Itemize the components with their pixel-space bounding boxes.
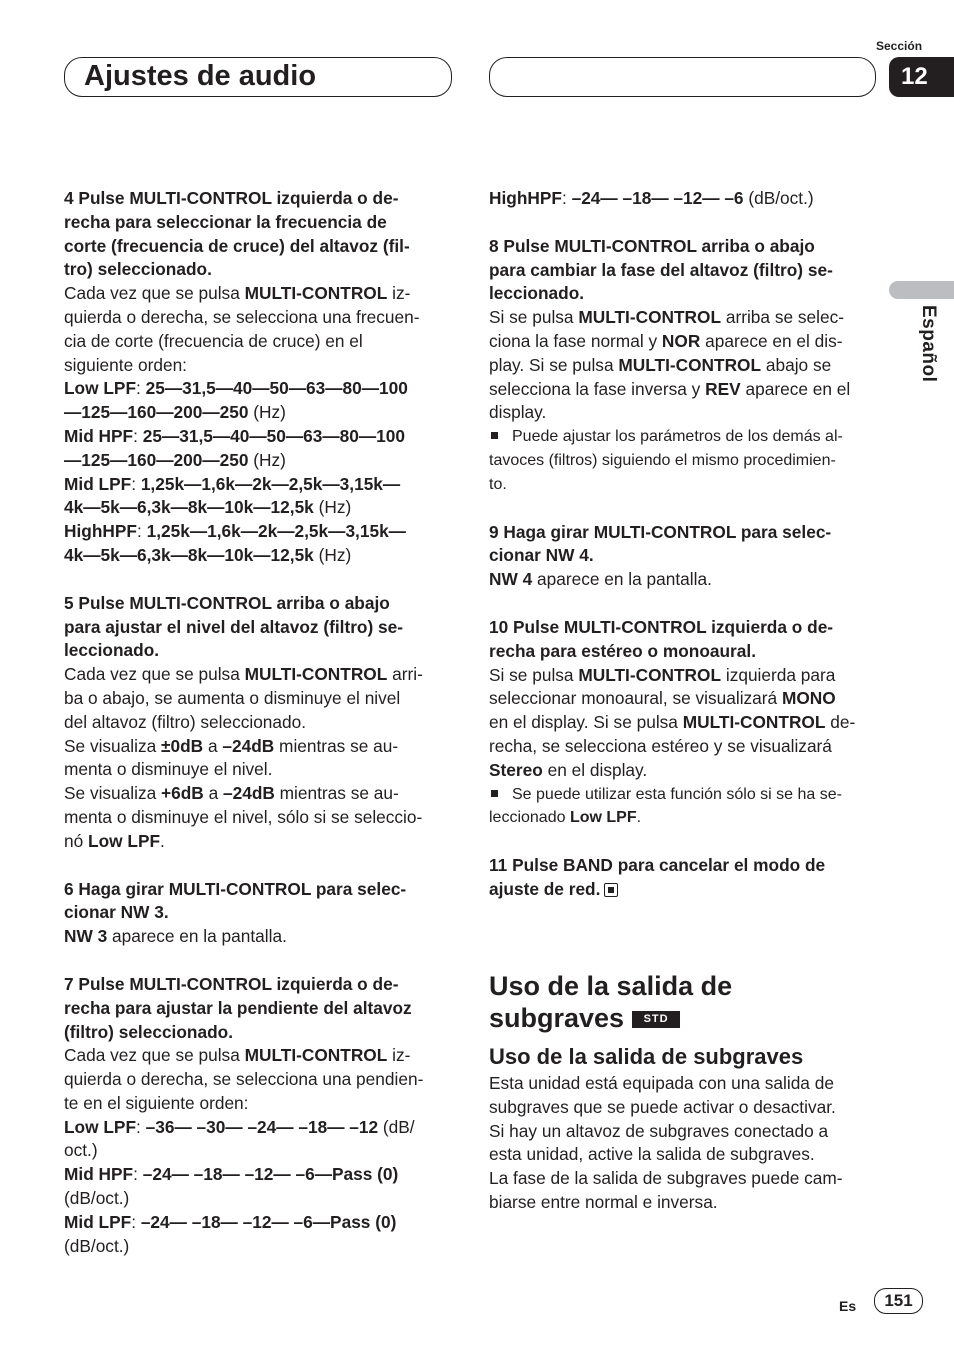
step-11-heading: 11 Pulse BAND para cancelar el modo de ajuste de red.	[489, 855, 826, 899]
bullet-square-icon	[491, 432, 498, 439]
step-9-body: NW 4 aparece en la pantalla.	[489, 569, 712, 590]
subwoofer-section	[489, 970, 889, 1215]
bullet-square-icon	[491, 790, 498, 797]
freq-mid-lpf: Mid LPF: 1,25k—1,6k—2k—2,5k—3,15k— 4k—5k—6,3k—8k—10k—12,5k (Hz)	[64, 473, 401, 518]
step-9-heading: 9 Haga girar MULTI-CONTROL para selec- cionar NW 4.	[489, 521, 832, 566]
section-number-badge: 12	[889, 57, 954, 97]
end-mark-icon	[604, 883, 618, 897]
section-paragraph-2: Si hay un altavoz de subgraves conectado a esta unidad, active la salida de subgraves.	[489, 1120, 829, 1165]
step-7-body: Cada vez que se pulsa MULTI-CONTROL iz- quierda o derecha, se selecciona una pendien- te en el siguiente orden:	[64, 1045, 424, 1113]
section-label: Sección	[876, 39, 923, 53]
step-5-range-2: Se visualiza +6dB a –24dB mientras se au- menta o disminuye el nivel, sólo si se seleccio- nó Low LPF.	[64, 783, 423, 851]
step-8-heading: 8 Pulse MULTI-CONTROL arriba o abajo para cambiar la fase del altavoz (filtro) se- leccionado.	[489, 235, 833, 304]
step-5-heading: 5 Pulse MULTI-CONTROL arriba o abajo para ajustar el nivel del altavoz (filtro) se- leccionado.	[64, 592, 404, 661]
step-10-note: Se puede utilizar esta función sólo si se ha se- leccionado Low LPF.	[489, 785, 842, 827]
section-paragraph-1: Esta unidad está equipada con una salida de subgraves que se puede activar o desactivar.	[489, 1073, 836, 1117]
step-8-body: Si se pulsa MULTI-CONTROL arriba se selec- ciona la fase normal y NOR aparece en el dis- play. Si se pulsa MULTI-CONTROL abajo se selecciona la fase inversa y REV aparece en el display.	[489, 307, 851, 423]
page-number: 151	[874, 1288, 923, 1314]
slope-low-lpf: Low LPF: –36— –30— –24— –18— –12 (dB/ oct.)	[64, 1116, 415, 1161]
std-badge: STD	[632, 1011, 680, 1028]
step-6-heading: 6 Haga girar MULTI-CONTROL para selec- cionar NW 3.	[64, 878, 407, 923]
side-language-label: Español	[918, 305, 939, 383]
slope-mid-lpf: Mid LPF: –24— –18— –12— –6—Pass (0) (dB/oct.)	[64, 1211, 397, 1256]
side-language-tab	[889, 281, 954, 299]
step-10-heading: 10 Pulse MULTI-CONTROL izquierda o de- recha para estéreo o monoaural.	[489, 616, 834, 661]
step-6-body: NW 3 aparece en la pantalla.	[64, 926, 287, 947]
step-5-body: Cada vez que se pulsa MULTI-CONTROL arri- ba o abajo, se aumenta o disminuye el nivel del altavoz (filtro) seleccionado.	[64, 664, 423, 732]
step-7-heading: 7 Pulse MULTI-CONTROL izquierda o de- recha para ajustar la pendiente del altavoz (filtro) seleccionado.	[64, 973, 412, 1042]
page-title: Ajustes de audio	[84, 60, 317, 92]
slope-highhpf: HighHPF: –24— –18— –12— –6 (dB/oct.)	[489, 188, 814, 208]
slope-mid-hpf: Mid HPF: –24— –18— –12— –6—Pass (0) (dB/oct.)	[64, 1164, 399, 1209]
header-blank-frame	[489, 57, 876, 97]
freq-mid-hpf: Mid HPF: 25—31,5—40—50—63—80—100 —125—160—200—250 (Hz)	[64, 425, 405, 470]
freq-highhpf: HighHPF: 1,25k—1,6k—2k—2,5k—3,15k— 4k—5k—6,3k—8k—10k—12,5k (Hz)	[64, 521, 406, 565]
right-column	[489, 187, 889, 902]
footer-language: Es	[839, 1298, 857, 1314]
section-paragraph-3: La fase de la salida de subgraves puede cam- biarse entre normal e inversa.	[489, 1168, 843, 1212]
step-4-heading: 4 Pulse MULTI-CONTROL izquierda o de- recha para seleccionar la frecuencia de corte (frecuencia de cruce) del altavoz (fil- tro) seleccionado.	[64, 188, 410, 280]
freq-low-lpf: Low LPF: 25—31,5—40—50—63—80—100 —125—160—200—250 (Hz)	[64, 378, 408, 423]
step-4-body: Cada vez que se pulsa MULTI-CONTROL iz- quierda o derecha, se selecciona una frecuen- cia de corte (frecuencia de cruce) en el siguiente orden:	[64, 283, 420, 375]
left-column	[64, 187, 459, 1258]
section-subtitle: Uso de la salida de subgraves	[489, 1044, 804, 1069]
step-5-range-1: Se visualiza ±0dB a –24dB mientras se au- menta o disminuye el nivel.	[64, 735, 399, 780]
section-title: Uso de la salida de subgraves STD	[489, 971, 733, 1033]
step-8-note: Puede ajustar los parámetros de los demás al- tavoces (filtros) siguiendo el mismo procedimien- to.	[489, 428, 843, 493]
step-10-body: Si se pulsa MULTI-CONTROL izquierda para seleccionar monoaural, se visualizará MONO en el display. Si se pulsa MULTI-CONTROL de- recha, se selecciona estéreo y se visualizará Stereo en el display.	[489, 664, 856, 780]
